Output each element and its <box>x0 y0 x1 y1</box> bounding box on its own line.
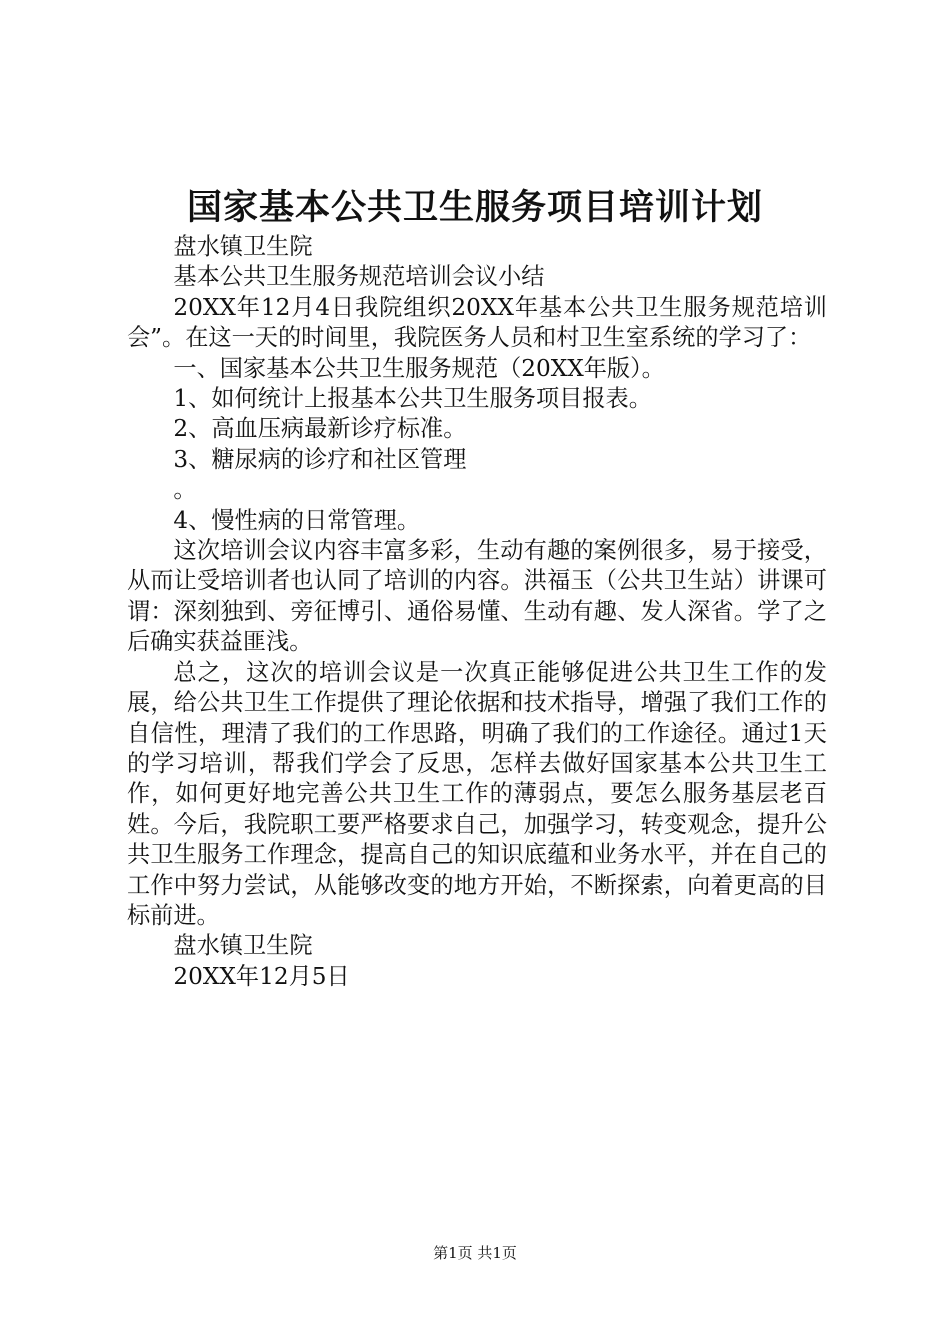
page-footer: 第1页 共1页 <box>433 1244 517 1262</box>
paragraph-date: 20XX年12月5日 <box>173 962 350 990</box>
paragraph-item-heading: 一、国家基本公共卫生服务规范（20XX年版）。 <box>173 354 665 382</box>
document-body <box>127 232 827 992</box>
paragraph-item-1: 1、如何统计上报基本公共卫生服务项目报表。 <box>173 385 652 413</box>
paragraph-intro: 20XX年12月4日我院组织20XX年基本公共卫生服务规范培训会”。在这一天的时间里，我院医务人员和村卫生室系统的学习了： <box>127 293 827 352</box>
paragraph-item-3-period: 。 <box>173 476 197 504</box>
document-title: 国家基本公共卫生服务项目培训计划 <box>186 187 763 228</box>
paragraph-item-4: 4、慢性病的日常管理。 <box>173 506 421 534</box>
paragraph-organization: 盘水镇卫生院 <box>173 233 313 260</box>
paragraph-signature: 盘水镇卫生院 <box>173 932 313 960</box>
paragraph-subtitle: 基本公共卫生服务规范培训会议小结 <box>173 263 545 291</box>
paragraph-review: 这次培训会议内容丰富多彩，生动有趣的案例很多，易于接受，从而让受培训者也认同了培训的内容。洪福玉（公共卫生站）讲课可谓：深刻独到、旁征博引、通俗易懂、生动有趣、发人深省。学了之后确实获益匪浅。 <box>127 537 827 656</box>
paragraph-item-3: 3、糖尿病的诊疗和社区管理 <box>173 445 467 473</box>
paragraph-item-2: 2、高血压病最新诊疗标准。 <box>173 415 467 443</box>
paragraph-conclusion: 总之，这次的培训会议是一次真正能够促进公共卫生工作的发展，给公共卫生工作提供了理论依据和技术指导，增强了我们工作的自信性，理清了我们的工作思路，明确了我们的工作途径。通过1天的学习培训，帮我们学会了反思，怎样去做好国家基本公共卫生工作，如何更好地完善公共卫生工作的薄弱点，要怎么服务基层老百姓。今后，我院职工要严格要求自己，加强学习，转变观念，提升公共卫生服务工作理念，提高自己的知识底蕴和业务水平，并在自己的工作中努力尝试，从能够改变的地方开始，不断探索，向着更高的目标前进。 <box>127 658 827 929</box>
